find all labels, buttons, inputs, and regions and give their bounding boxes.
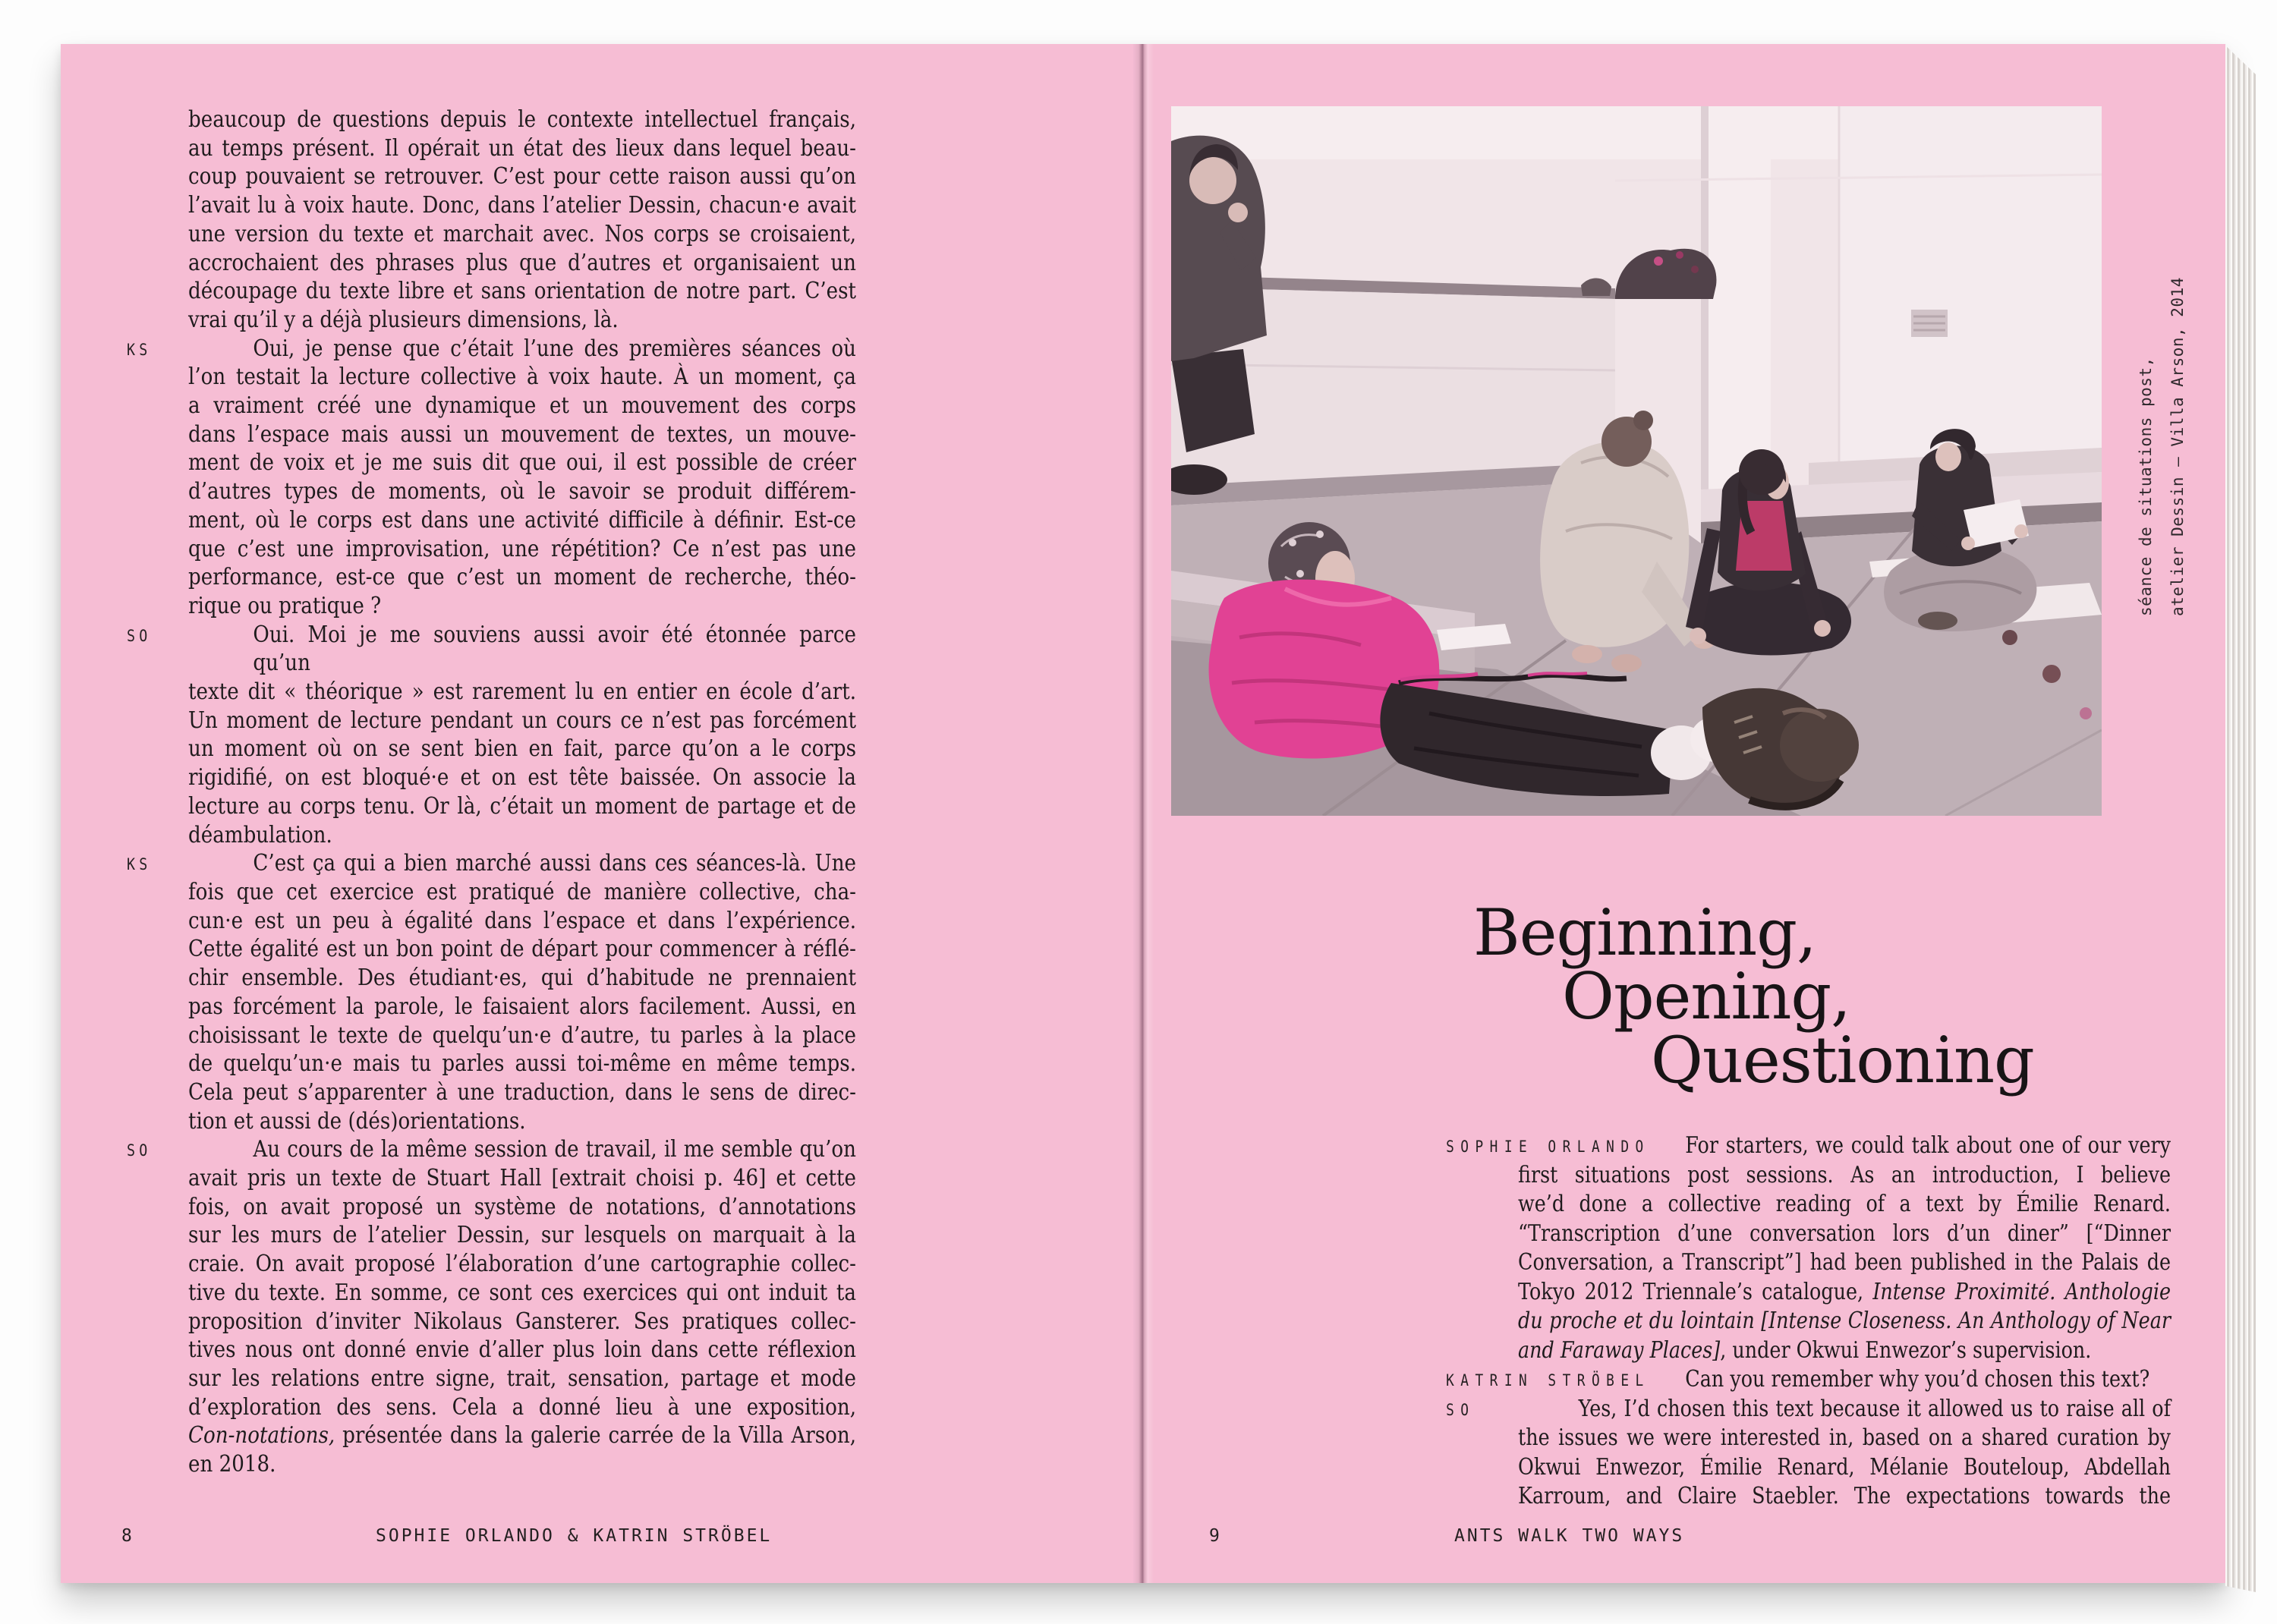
text-line: Cette égalité est un bon point de départ pour commencer à réflé- bbox=[188, 936, 857, 963]
text-line: fois, on avait proposé un système de notations, d’annotations bbox=[188, 1193, 857, 1220]
text-line: performance, est-ce que c’est un moment de recherche, théo- bbox=[188, 564, 857, 591]
text-line: accrochaient des phrases plus que d’autres et organisaient un bbox=[188, 249, 857, 276]
text-line: a vraiment créé une dynamique et un mouvement des corps bbox=[188, 392, 857, 420]
text-line: “Transcription d’une conversation lors d’un diner” [“Dinner bbox=[1518, 1220, 2171, 1247]
text-line: C’est ça qui a bien marché aussi dans ces séances-là. Une bbox=[253, 850, 857, 877]
text-line: en 2018. bbox=[188, 1451, 276, 1478]
text-line: un moment où on se sent bien en fait, parce qu’on a le corps bbox=[188, 735, 857, 763]
text-line: Cela peut s’apparenter à une traduction, dans le sens de direc- bbox=[188, 1078, 857, 1106]
text-line: proposition d’inviter Nikolaus Gansterer. Ses pratiques collec- bbox=[188, 1308, 857, 1335]
book-gutter-shadow bbox=[1132, 44, 1154, 1583]
speaker-label-sophie-orlando: SOPHIE ORLANDO bbox=[1446, 1138, 1650, 1156]
text-line: the issues we were interested in, based on a shared curation by bbox=[1518, 1424, 2171, 1451]
dialogue-paragraph-so-2 bbox=[126, 1135, 857, 1478]
text-line: tion et aussi de (dés)orientations. bbox=[188, 1107, 526, 1135]
speaker-label-so: SO bbox=[1446, 1400, 1475, 1419]
left-running-footer: SOPHIE ORLANDO & KATRIN STRÖBEL bbox=[376, 1526, 773, 1546]
speaker-label-ks: KS bbox=[126, 340, 152, 359]
speaker-label-so: SO bbox=[126, 626, 152, 645]
dialogue-paragraph-katrin-stroebel bbox=[1446, 1365, 2171, 1395]
text-line: au temps présent. Il opérait un état des lieux dans lequel beau- bbox=[188, 134, 857, 162]
caption-line: atelier Dessin – Villa Arson, 2014 bbox=[2168, 277, 2187, 616]
text-line bbox=[188, 1421, 856, 1450]
text-line: ment de voix et je me suis dit que oui, il est possible de créer bbox=[188, 449, 857, 477]
text-segment: , under Okwui Enwezor’s supervision. bbox=[1720, 1336, 2092, 1364]
caption-line: séance de situations post, bbox=[2137, 357, 2155, 616]
text-line: déambulation. bbox=[188, 821, 332, 848]
title-line-2: Opening, bbox=[1562, 959, 1850, 1034]
text-line: chir ensemble. Des étudiant·es, qui d’habitude ne prennaient bbox=[188, 965, 857, 992]
text-line: Oui. Moi je me souviens aussi avoir été étonnée parce qu’un bbox=[253, 621, 857, 677]
text-line: avait pris un texte de Stuart Hall [extrait choisi p. 46] et cette bbox=[188, 1165, 857, 1192]
text-line: lecture au corps tenu. Or là, c’était un moment de partage et de bbox=[188, 792, 857, 820]
text-line: Oui, je pense que c’était l’une des premières séances où bbox=[253, 335, 857, 362]
text-line: Karroum, and Claire Staebler. The expectations towards the bbox=[1518, 1483, 2171, 1509]
text-line: For starters, we could talk about one of our very bbox=[1685, 1132, 2171, 1159]
text-line: craie. On avait proposé l’élaboration d’une cartographie collec- bbox=[188, 1251, 857, 1278]
text-line: l’on testait la lecture collective à voix haute. À un moment, ça bbox=[188, 364, 857, 391]
text-line: choisissant le texte de quelqu’un·e d’autre, tu parles à la place bbox=[188, 1021, 857, 1049]
text-line: découpage du texte libre et sans orientation de notre part. C’est bbox=[188, 278, 857, 305]
text-line: Can you remember why you’d chosen this text? bbox=[1685, 1366, 2150, 1393]
text-line: rique ou pratique ? bbox=[188, 592, 382, 619]
dialogue-paragraph-ks-1 bbox=[126, 335, 857, 621]
text-line: beaucoup de questions depuis le contexte intellectuel français, bbox=[188, 106, 857, 133]
dialogue-paragraph-so-1 bbox=[126, 621, 857, 850]
dialogue-paragraph-sophie-orlando bbox=[1446, 1131, 2171, 1365]
text-line: du proche et du lointain [Intense Closeness. An Anthology of Near bbox=[1518, 1308, 2171, 1334]
text-line: tive du texte. En somme, ce sont ces exercices qui ont induit ta bbox=[188, 1279, 857, 1306]
text-line: Okwui Enwezor, Émilie Renard, Mélanie Bouteloup, Abdellah bbox=[1518, 1453, 2171, 1481]
text-line: rigidifié, on est bloqué·e et on est tête baissée. On associe la bbox=[188, 764, 857, 792]
text-line: sur les murs de l’atelier Dessin, sur lesquels on marquait à la bbox=[188, 1222, 857, 1249]
speaker-label-ks: KS bbox=[126, 855, 152, 874]
text-line: d’autres types de moments, où le savoir se produit différem- bbox=[188, 478, 857, 505]
italic-work-title: and Faraway Places] bbox=[1518, 1336, 1721, 1364]
dialogue-paragraph-so bbox=[1446, 1395, 2171, 1512]
left-page-text-column bbox=[126, 105, 857, 1479]
text-line: de quelqu’un·e mais tu parles aussi toi-même en même temps. bbox=[188, 1050, 857, 1078]
text-line: pas forcément la parole, le faisaient alors facilement. Aussi, en bbox=[188, 993, 857, 1020]
text-line: fois que cet exercice est pratiqué de manière collective, cha- bbox=[188, 878, 857, 905]
text-line: d’exploration des sens. Cela a donné lieu à une exposition, bbox=[188, 1393, 857, 1421]
chapter-title bbox=[1473, 895, 2034, 1097]
text-line: une version du texte et marchait avec. Nos corps se croisaient, bbox=[188, 220, 857, 247]
speaker-label-so: SO bbox=[126, 1141, 152, 1160]
photo-caption-rotated bbox=[2130, 277, 2194, 616]
text-line: Yes, I’d chosen this text because it allowed us to raise all of bbox=[1578, 1395, 2171, 1422]
text-line: vrai qu’il y a déjà plusieurs dimensions, là. bbox=[188, 306, 619, 333]
text-segment: présentée dans la galerie carrée de la Villa Arson, bbox=[335, 1422, 857, 1449]
text-line: first situations post sessions. As an introduction, I believe bbox=[1518, 1161, 2171, 1188]
speaker-label-katrin-stroebel: KATRIN STRÖBEL bbox=[1446, 1371, 1650, 1390]
right-page-text-column bbox=[1446, 1131, 2171, 1512]
title-line-1: Beginning, bbox=[1473, 895, 1816, 970]
photo-illustration bbox=[1171, 106, 2102, 816]
text-line: Un moment de lecture pendant un cours ce n’est pas forcément bbox=[188, 707, 857, 734]
italic-work-title: Con-notations, bbox=[188, 1422, 335, 1449]
text-line: l’avait lu à voix haute. Donc, dans l’atelier Dessin, chacun·e avait bbox=[188, 192, 857, 219]
right-running-footer: ANTS WALK TWO WAYS bbox=[1454, 1526, 1685, 1546]
text-line: tives nous ont donné envie d’aller plus loin dans cette réflexion bbox=[188, 1336, 857, 1364]
text-line: ment, où le corps est dans une activité difficile à définir. Est-ce bbox=[188, 506, 857, 533]
left-page-number: 8 bbox=[121, 1526, 134, 1546]
text-line: texte dit « théorique » est rarement lu en entier en école d’art. bbox=[188, 678, 857, 706]
text-segment: Tokyo 2012 Triennale’s catalogue, bbox=[1518, 1278, 1873, 1305]
book-page-fore-edge bbox=[2225, 46, 2256, 1592]
text-line: Conversation, a Transcript”] had been published in the Palais de bbox=[1518, 1249, 2171, 1276]
text-line: coup pouvaient se retrouver. C’est pour cette raison aussi qu’on bbox=[188, 163, 857, 190]
text-line: sur les relations entre signe, trait, sensation, partage et mode bbox=[188, 1364, 857, 1392]
text-line: Au cours de la même session de travail, il me semble qu’on bbox=[253, 1136, 857, 1163]
text-line: we’d done a collective reading of a text by Émilie Renard. bbox=[1518, 1191, 2171, 1217]
title-line-3: Questioning bbox=[1651, 1023, 2034, 1097]
text-line bbox=[1518, 1278, 2171, 1308]
text-line: cun·e est un peu à égalité dans l’espace et dans l’expérience. bbox=[188, 907, 857, 934]
right-page-number: 9 bbox=[1209, 1526, 1222, 1546]
text-line bbox=[1518, 1336, 2171, 1366]
paragraph-continuation bbox=[188, 105, 856, 335]
photo-situations-post-session bbox=[1171, 106, 2102, 816]
text-line: que c’est une improvisation, une répétition? Ce n’est pas une bbox=[188, 535, 857, 562]
text-line: dans l’espace mais aussi un mouvement de textes, un mouve- bbox=[188, 420, 857, 448]
dialogue-paragraph-ks-2 bbox=[126, 849, 857, 1135]
italic-work-title: Intense Proximité. Anthologie bbox=[1872, 1278, 2171, 1305]
